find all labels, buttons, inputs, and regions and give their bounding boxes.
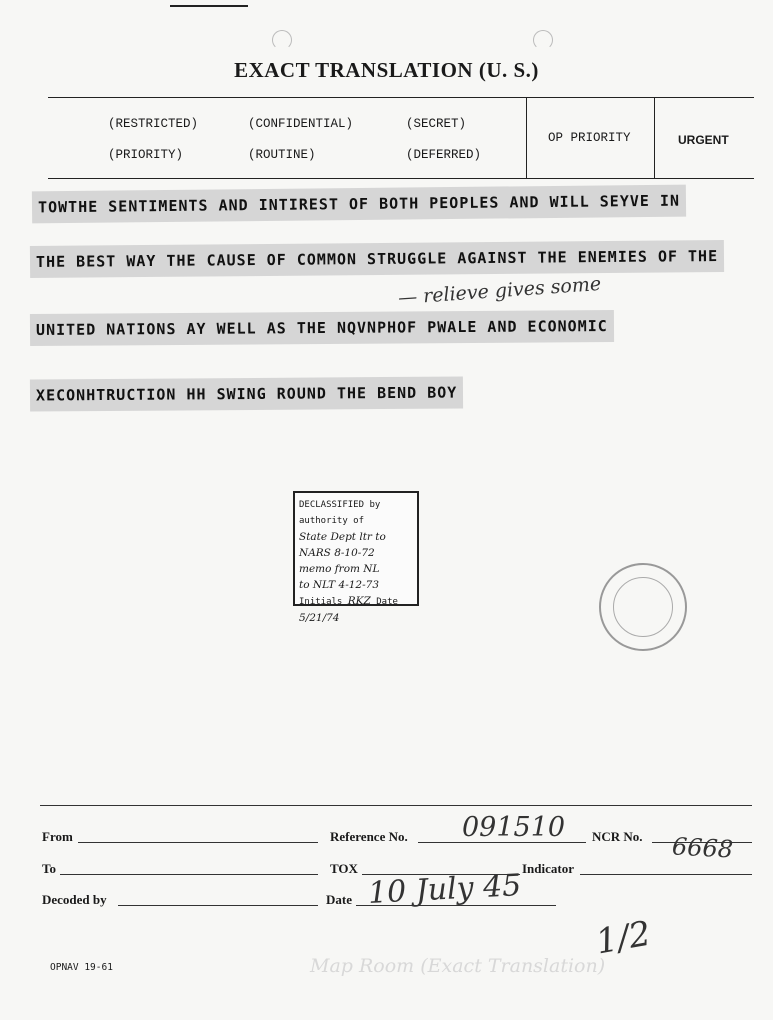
declassification-stamp xyxy=(293,491,419,624)
indicator-label: Indicator xyxy=(522,861,574,876)
decoded-by-label: Decoded by xyxy=(42,892,107,907)
message-line: TOWTHE SENTIMENTS AND INTIREST OF BOTH PEOPLES AND WILL SEYVE IN xyxy=(32,185,686,224)
form-number: OPNAV 19-61 xyxy=(50,962,113,973)
stamp-date: 5/21/74 xyxy=(299,612,340,624)
classification-divider xyxy=(654,98,655,178)
class-priority: (PRIORITY) xyxy=(108,148,184,162)
class-secret: (SECRET) xyxy=(406,117,467,131)
reference-value: 091510 xyxy=(462,812,566,843)
stamp-initials: RKZ xyxy=(347,595,371,607)
document-title: EXACT TRANSLATION (U. S.) xyxy=(234,58,539,82)
faint-note: Map Room (Exact Translation) xyxy=(310,955,606,977)
to-label: To xyxy=(42,861,56,876)
ncr-value: 6668 xyxy=(671,832,734,864)
footer-rule xyxy=(40,805,752,806)
class-deferred: (DEFERRED) xyxy=(406,148,482,162)
archives-seal-inner xyxy=(613,577,673,637)
classification-box xyxy=(48,97,754,179)
stamp-line: State Dept ltr to xyxy=(299,531,386,543)
ncr-label: NCR No. xyxy=(592,829,643,844)
stamp-line: to NLT 4-12-73 xyxy=(299,579,380,591)
stamp-initials-row xyxy=(299,593,413,627)
punch-hole-left xyxy=(272,30,292,50)
stamp-line: DECLASSIFIED by authority of xyxy=(299,500,381,526)
from-label: From xyxy=(42,829,73,844)
stamp-line: NARS 8-10-72 xyxy=(299,547,375,559)
page-mark: 1/2 xyxy=(592,913,654,963)
message-line: UNITED NATIONS AY WELL AS THE NQVNPHOF PWALE AND ECONOMIC xyxy=(30,310,614,346)
decoded-by-line xyxy=(118,905,318,906)
class-confidential: (CONFIDENTIAL) xyxy=(248,117,354,131)
indicator-line xyxy=(580,874,752,875)
classification-divider xyxy=(526,98,527,178)
punch-hole-right xyxy=(533,30,553,50)
class-op-priority: OP PRIORITY xyxy=(548,131,631,145)
message-line: XECONHTRUCTION HH SWING ROUND THE BEND BOY xyxy=(30,376,464,411)
class-restricted: (RESTRICTED) xyxy=(108,117,199,131)
from-line xyxy=(78,842,318,843)
date-label: Date xyxy=(326,892,352,907)
archives-seal-icon xyxy=(599,563,687,651)
stamp-line: memo from NL xyxy=(299,563,380,575)
reference-label: Reference No. xyxy=(330,829,408,844)
to-line xyxy=(60,874,318,875)
tox-label: TOX xyxy=(330,861,358,876)
class-routine: (ROUTINE) xyxy=(248,148,316,162)
class-urgent: URGENT xyxy=(678,133,729,147)
stamp-initials-label: Initials xyxy=(299,597,343,607)
handwritten-annotation: — relieve gives some xyxy=(397,272,602,310)
stamp-date-label: Date xyxy=(376,597,398,607)
top-pen-mark xyxy=(170,5,248,7)
date-value: 10 July 45 xyxy=(367,868,523,911)
message-line: THE BEST WAY THE CAUSE OF COMMON STRUGGLE AGAINST THE ENEMIES OF THE xyxy=(30,240,724,278)
